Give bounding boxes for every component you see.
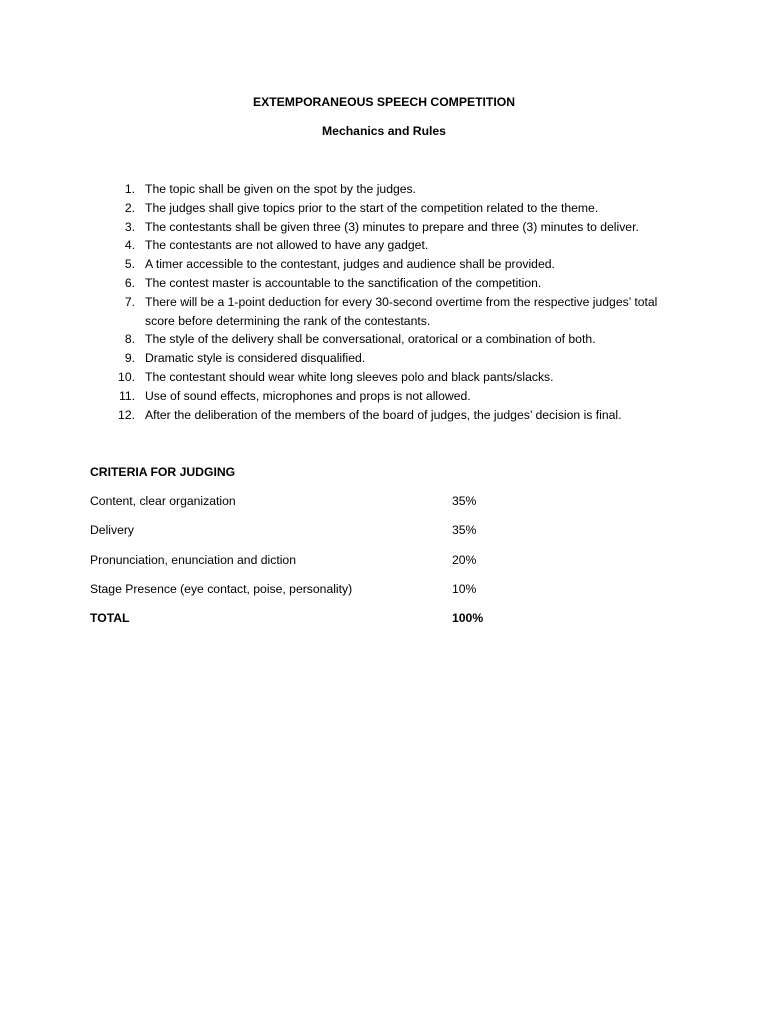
- total-label: TOTAL: [90, 611, 130, 626]
- rule-number: 5.: [124, 257, 135, 272]
- rule-text: The contestant should wear white long sleeves polo and black pants/slacks.: [145, 369, 554, 384]
- document-subtitle: Mechanics and Rules: [322, 124, 446, 138]
- criteria-row: [90, 581, 510, 610]
- rule-text: The topic shall be given on the spot by the judges.: [145, 182, 417, 196]
- criteria-value: 35%: [452, 523, 477, 538]
- rule-number: 1.: [124, 182, 135, 196]
- rule-text: After the deliberation of the members of the board of judges, the judges’ decision is final.: [145, 407, 622, 422]
- criteria-row: [90, 552, 510, 581]
- criteria-label: Content, clear organization: [90, 494, 236, 508]
- list-item: [100, 368, 690, 387]
- criteria-table: [90, 493, 510, 639]
- rule-number: 6.: [124, 275, 135, 290]
- rule-number: 3.: [124, 219, 135, 234]
- rule-text: The contestants are not allowed to have any gadget.: [145, 238, 429, 253]
- rule-number: 7.: [124, 294, 135, 309]
- total-value: 100%: [452, 611, 484, 626]
- list-item: [100, 387, 690, 406]
- rule-number: 10.: [118, 369, 135, 384]
- list-item: [100, 349, 690, 368]
- rule-text: There will be a 1-point deduction for every 30-second overtime from the respective judges’ total score before determining the rank of the contestants.: [145, 294, 658, 328]
- rule-text: Use of sound effects, microphones and props is not allowed.: [145, 388, 471, 403]
- criteria-value: 20%: [452, 552, 477, 567]
- rule-number: 8.: [124, 332, 135, 347]
- list-item: [100, 330, 690, 349]
- rule-number: 4.: [124, 238, 135, 253]
- criteria-label: Delivery: [90, 523, 135, 538]
- list-item: [100, 218, 690, 237]
- rule-text: The style of the delivery shall be conversational, oratorical or a combination of both.: [145, 332, 596, 347]
- rule-number: 12.: [118, 407, 135, 422]
- list-item: [100, 293, 690, 331]
- rule-text: The judges shall give topics prior to the start of the competition related to the theme.: [145, 200, 599, 215]
- list-item: [100, 199, 690, 218]
- rule-number: 2.: [124, 200, 135, 215]
- criteria-row: [90, 522, 510, 551]
- list-item: [100, 406, 690, 425]
- criteria-label: Pronunciation, enunciation and diction: [90, 552, 296, 567]
- list-item: [100, 274, 690, 293]
- list-item: [100, 255, 690, 274]
- rule-text: The contestants shall be given three (3) minutes to prepare and three (3) minutes to deliver.: [145, 219, 639, 234]
- list-item: [100, 180, 690, 199]
- list-item: [100, 236, 690, 255]
- criteria-value: 10%: [452, 581, 477, 596]
- rule-text: The contest master is accountable to the sanctification of the competition.: [145, 275, 542, 290]
- criteria-label: Stage Presence (eye contact, poise, personality): [90, 581, 353, 596]
- rule-text: A timer accessible to the contestant, judges and audience shall be provided.: [145, 257, 555, 272]
- criteria-row: [90, 493, 510, 522]
- rule-number: 9.: [124, 351, 135, 366]
- document-title: EXTEMPORANEOUS SPEECH COMPETITION: [252, 95, 516, 109]
- rule-text: Dramatic style is considered disqualified.: [145, 351, 366, 366]
- criteria-total-row: [90, 610, 510, 639]
- criteria-value: 35%: [452, 494, 477, 508]
- criteria-heading: CRITERIA FOR JUDGING: [90, 465, 236, 479]
- rules-list: [100, 180, 690, 424]
- rule-number: 11.: [118, 388, 135, 403]
